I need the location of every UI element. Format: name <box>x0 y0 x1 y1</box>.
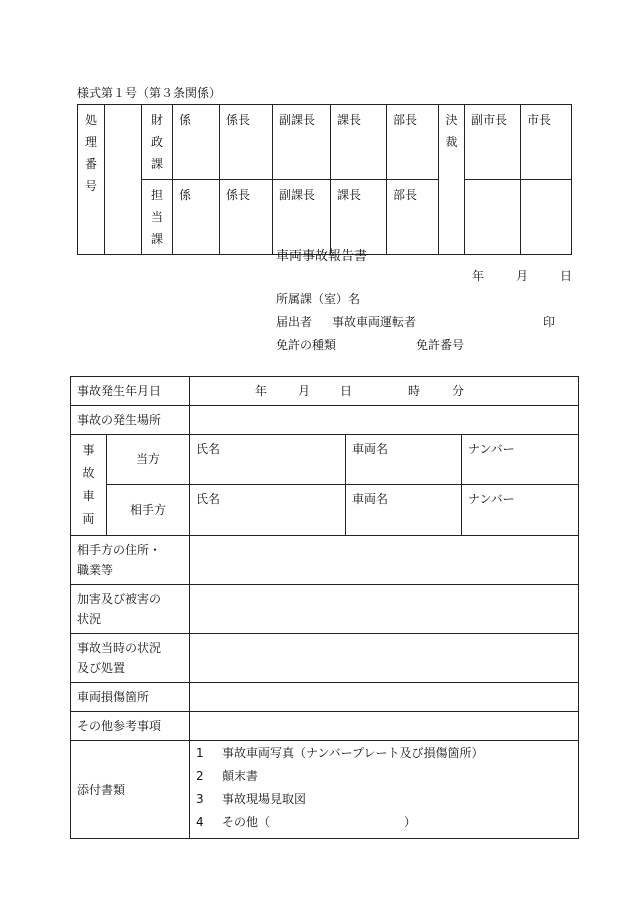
datetime-label: 事故発生年月日 <box>71 377 190 406</box>
zaisei-bucho-cell[interactable]: 部長 <box>387 105 439 180</box>
situation-field[interactable] <box>190 634 579 683</box>
tantou-ka-label: 担 当 課 <box>142 180 173 255</box>
own-vehicle-field[interactable] <box>346 435 462 485</box>
fukushicho-seal-cell[interactable] <box>465 180 521 255</box>
processing-number-field[interactable] <box>105 105 142 255</box>
zaisei-fukukacho-cell[interactable]: 副課長 <box>273 105 331 180</box>
tantou-kakaricho-cell[interactable]: 係長 <box>220 180 273 255</box>
date-year-label: 年 <box>472 269 485 283</box>
place-label: 事故の発生場所 <box>71 406 190 435</box>
tantou-fukukacho-cell[interactable]: 副課長 <box>273 180 331 255</box>
approval-table <box>77 104 572 255</box>
datetime-year-unit: 年 <box>255 384 268 398</box>
date-month-label: 月 <box>516 269 529 283</box>
own-party-label: 当方 <box>107 435 190 485</box>
tantou-bucho-cell[interactable]: 部長 <box>387 180 439 255</box>
other-name-field[interactable] <box>190 484 346 535</box>
zaisei-ka-label: 財 政 課 <box>142 105 173 180</box>
own-number-field[interactable] <box>462 435 579 485</box>
place-field[interactable] <box>190 406 579 435</box>
attachment-item: 3 事故現場見取図 <box>196 792 307 806</box>
seal-mark: 印 <box>543 315 556 329</box>
license-type-label: 免許の種類 <box>276 338 337 352</box>
damage-label: 加害及び被害の 状況 <box>71 585 190 634</box>
other-notes-field[interactable] <box>190 712 579 741</box>
other-number-field[interactable] <box>462 484 579 535</box>
reporter-label: 届出者 <box>276 315 313 329</box>
vehicle-damage-label: 車両損傷箇所 <box>71 683 190 712</box>
datetime-month-unit: 月 <box>298 384 311 398</box>
datetime-field[interactable] <box>190 377 579 406</box>
other-address-field[interactable] <box>190 536 579 585</box>
attachment-item: 1 事故車両写真（ナンバープレート及び損傷箇所） <box>196 746 484 760</box>
attachments-label: 添付書類 <box>71 741 190 839</box>
other-address-label: 相手方の住所・ 職業等 <box>71 536 190 585</box>
vehicle-damage-field[interactable] <box>190 683 579 712</box>
other-notes-label: その他参考事項 <box>71 712 190 741</box>
document-title: 車両事故報告書 <box>276 249 368 264</box>
zaisei-kakari-cell[interactable]: 係 <box>173 105 220 180</box>
reporter-role: 事故車両運転者 <box>332 315 417 329</box>
zaisei-kakaricho-cell[interactable]: 係長 <box>220 105 273 180</box>
damage-field[interactable] <box>190 585 579 634</box>
attachment-item[interactable]: 4 その他（ ） <box>196 815 417 829</box>
attachment-item: 2 顛末書 <box>196 769 259 783</box>
other-vehicle-field[interactable] <box>346 484 462 535</box>
attachments-list <box>190 741 579 839</box>
other-party-label: 相手方 <box>107 484 190 535</box>
own-number-label: ナンバー <box>468 442 515 456</box>
dept-label: 所属課（室）名 <box>276 292 361 306</box>
form-number: 様式第１号（第３条関係） <box>77 86 222 100</box>
own-name-field[interactable] <box>190 435 346 485</box>
datetime-hour-unit: 時 <box>408 384 421 398</box>
shicho-cell[interactable]: 市長 <box>521 105 572 180</box>
other-name-label: 氏名 <box>196 491 221 506</box>
shicho-seal-cell[interactable] <box>521 180 572 255</box>
datetime-day-unit: 日 <box>340 384 353 398</box>
accident-report-table <box>70 376 579 839</box>
license-number-label: 免許番号 <box>416 338 465 352</box>
vehicle-group-label: 事 故 車 両 <box>71 435 107 536</box>
other-vehicle-label: 車両名 <box>352 491 389 506</box>
zaisei-kacho-cell[interactable]: 課長 <box>331 105 387 180</box>
tantou-kacho-cell[interactable]: 課長 <box>331 180 387 255</box>
kessai-label: 決 裁 <box>439 105 465 255</box>
own-name-label: 氏名 <box>196 442 221 456</box>
datetime-minute-unit: 分 <box>452 384 465 398</box>
situation-label: 事故当時の状況 及び処置 <box>71 634 190 683</box>
fukushicho-cell[interactable]: 副市長 <box>465 105 521 180</box>
processing-number-label: 処 理 番 号 <box>78 105 105 255</box>
other-number-label: ナンバー <box>468 491 515 506</box>
date-day-label: 日 <box>560 269 573 283</box>
own-vehicle-label: 車両名 <box>352 442 389 456</box>
tantou-kakari-cell[interactable]: 係 <box>173 180 220 255</box>
